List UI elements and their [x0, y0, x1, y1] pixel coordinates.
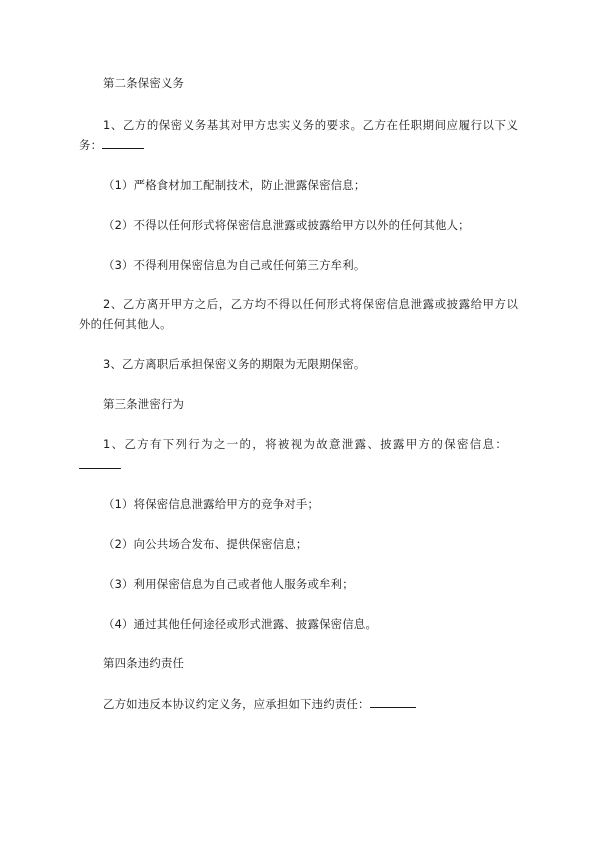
section2-sub1: （1）严格食材加工配制技术，防止泄露保密信息；: [103, 178, 366, 192]
section2-sub3: （3）不得利用保密信息为自己或任何第三方牟利。: [103, 258, 366, 272]
section3-item1-line2: [79, 456, 121, 473]
section3-sub4: （4）通过其他任何途径或形式泄露、披露保密信息。: [103, 617, 378, 631]
fill-in-blank: [79, 456, 121, 469]
section2-sub2: （2）不得以任何形式将保密信息泄露或披露给甲方以外的任何其他人；: [103, 218, 470, 232]
section4-para1: [103, 695, 416, 712]
section4-heading: 第四条违约责任: [103, 656, 185, 670]
section2-item1-line1: 1、乙方的保密义务基其对甲方忠实义务的要求。乙方在任职期间应履行以下义: [103, 118, 519, 132]
section3-heading: 第三条泄密行为: [103, 397, 185, 411]
section3-item1-line1: 1、乙方有下列行为之一的，将被视为故意泄露、披露甲方的保密信息：: [103, 437, 509, 451]
section4-para1-text: 乙方如违反本协议约定义务，应承担如下违约责任：: [103, 697, 370, 711]
section3-sub1: （1）将保密信息泄露给甲方的竞争对手；: [103, 497, 320, 511]
section2-item2-line2: 外的任何其他人。: [79, 317, 172, 331]
section3-sub2: （2）向公共场合发布、提供保密信息；: [103, 537, 308, 551]
fill-in-blank: [102, 136, 144, 149]
section2-item1-line2: [79, 136, 144, 153]
section2-heading: 第二条保密义务: [103, 76, 185, 90]
section2-item1-line2-text: 务：: [79, 138, 103, 152]
section2-item2-line1: 2、乙方离开甲方之后，乙方均不得以任何形式将保密信息泄露或披露给甲方以: [103, 297, 519, 311]
fill-in-blank: [370, 695, 416, 708]
section2-item3: 3、乙方离职后承担保密义务的期限为无限期保密。: [103, 357, 366, 371]
section3-sub3: （3）利用保密信息为自己或者他人服务或牟利；: [103, 577, 354, 591]
